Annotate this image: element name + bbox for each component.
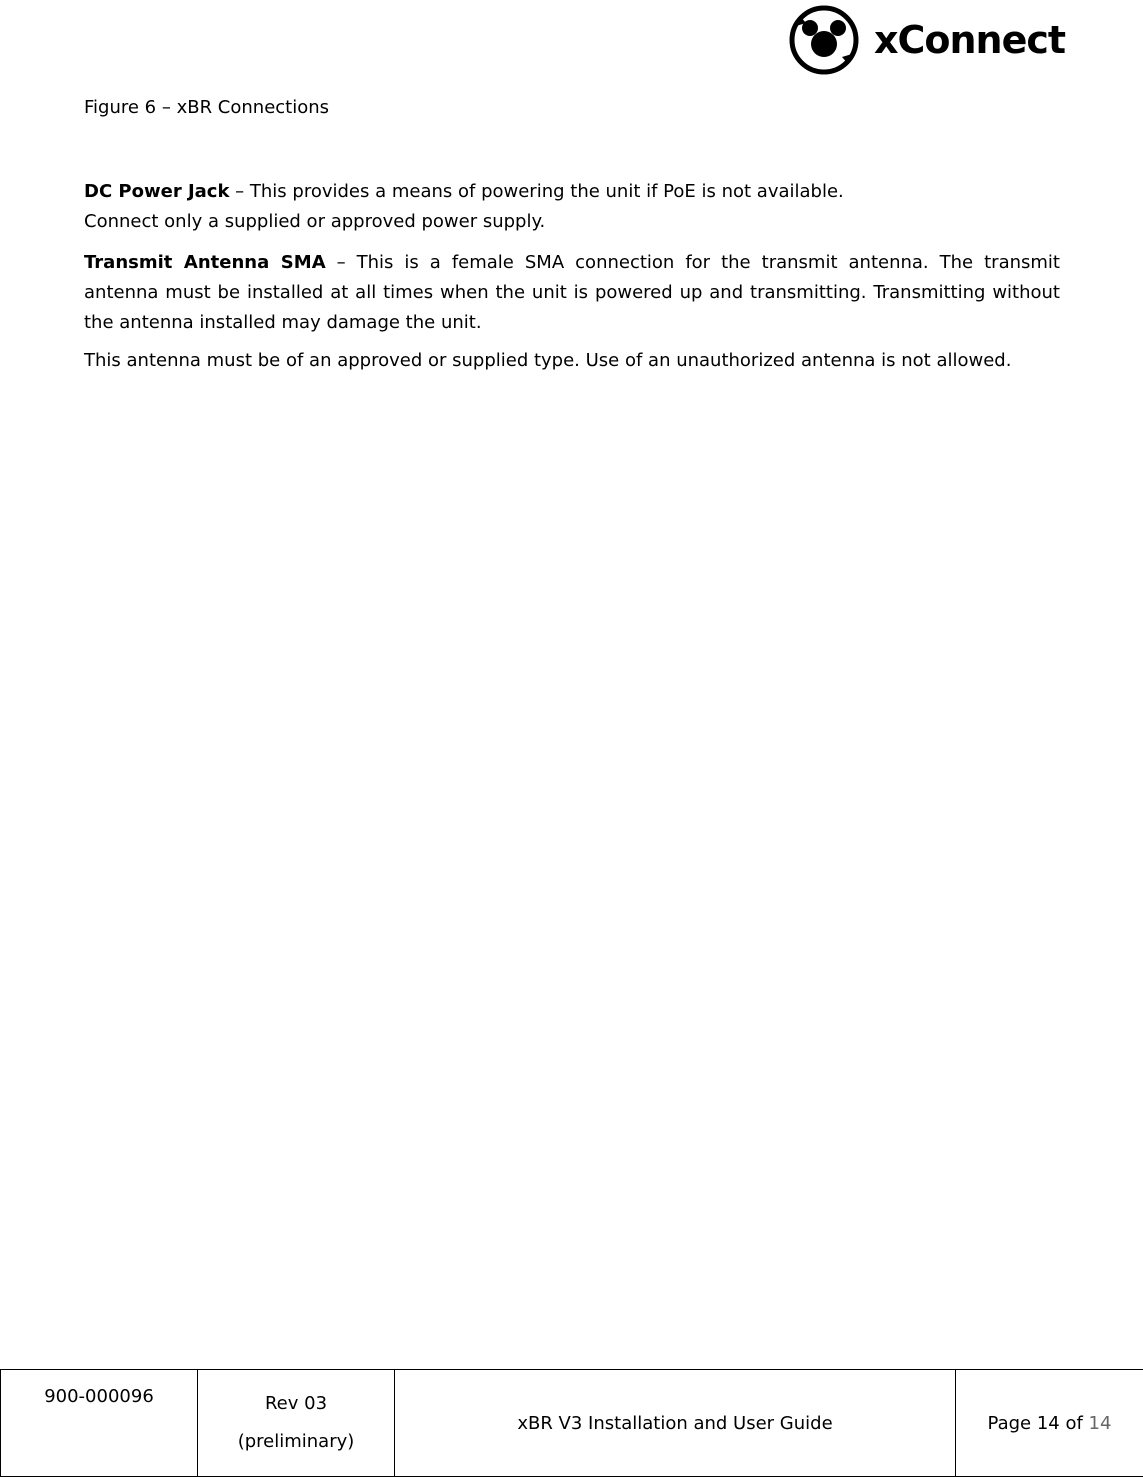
logo-wordmark: xConnect [874, 18, 1066, 62]
dc-power-jack-note: Connect only a supplied or approved power supply. [84, 211, 546, 232]
footer-page-number [956, 1370, 1143, 1477]
footer-page-total: 14 [1088, 1412, 1112, 1434]
transmit-antenna-title: Transmit Antenna SMA [84, 252, 326, 273]
footer-revision [198, 1370, 395, 1477]
page-footer [0, 1369, 1143, 1477]
antenna-type-paragraph: This antenna must be of an approved or supplied type. Use of an unauthorized antenna is not allowed. [84, 350, 1012, 371]
figure-caption: Figure 6 – xBR Connections [84, 97, 330, 118]
transmit-antenna-text: – This is a female SMA connection for the transmit antenna. The transmit antenna must be installed at all times when the unit is powered up and transmitting. Transmitting without the antenna installed may damage the unit. [84, 252, 1060, 333]
xconnect-logo [786, 2, 1066, 78]
dc-power-jack-title: DC Power Jack [84, 181, 230, 202]
footer-doc-title: xBR V3 Installation and User Guide [395, 1370, 956, 1477]
footer-page-prefix: Page 14 of [987, 1412, 1089, 1434]
dc-power-jack-text: – This provides a means of powering the unit if PoE is not available. [229, 181, 844, 202]
transmit-antenna-paragraph [84, 248, 1060, 338]
mickey-circle-icon [786, 2, 862, 78]
footer-doc-number: 900-000096 [1, 1370, 198, 1477]
dc-power-jack-paragraph [84, 177, 1060, 237]
footer-rev-status: (preliminary) [237, 1431, 355, 1452]
footer-rev: Rev 03 [264, 1393, 328, 1414]
